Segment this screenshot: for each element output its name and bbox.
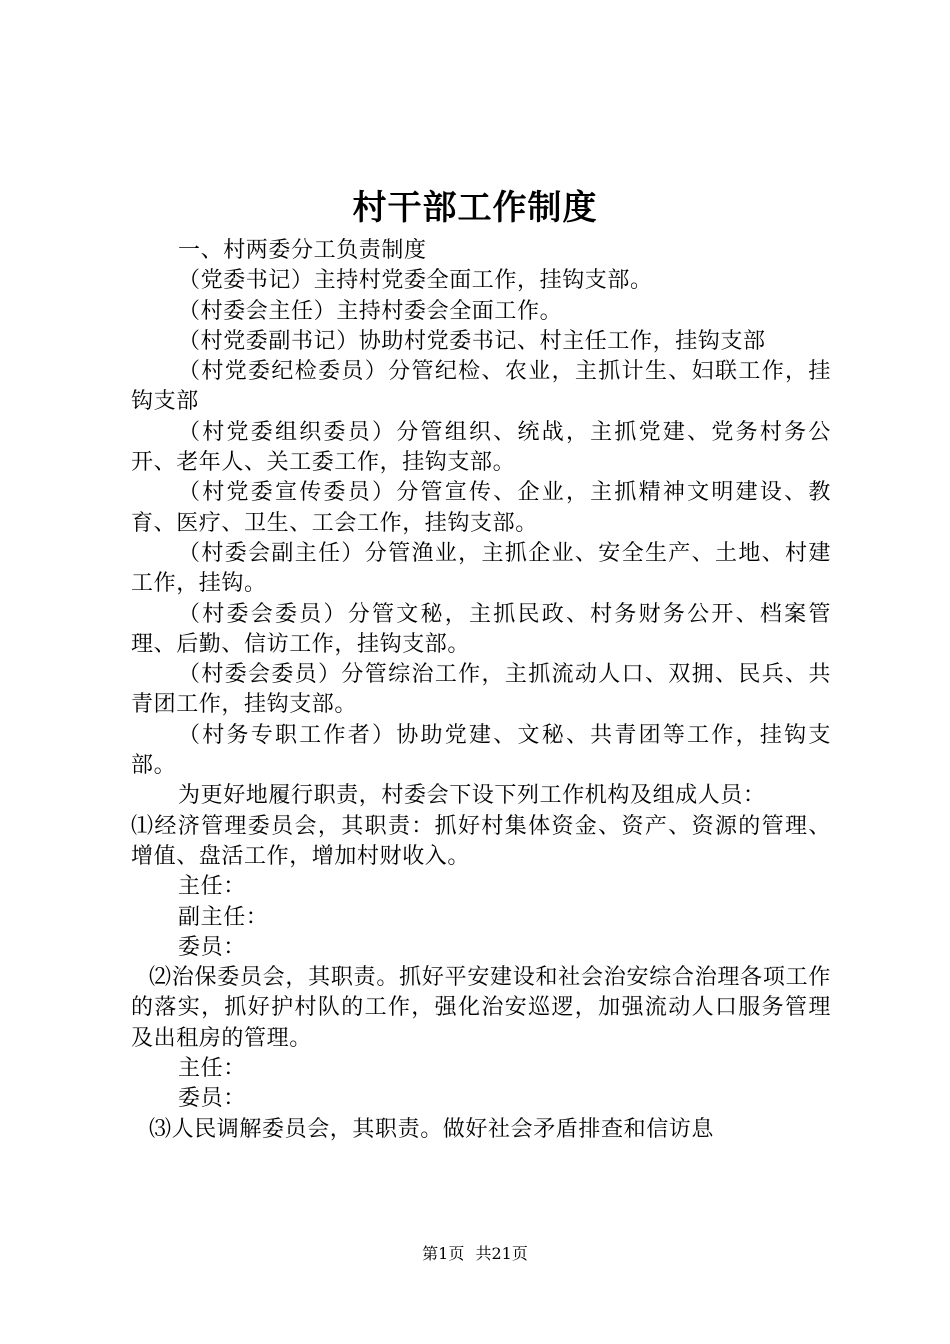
role-label: 委员： xyxy=(178,934,246,960)
body-paragraph: （村党委宣传委员）分管宣传、企业，主抓精神文明建设、教育、医疗、卫生、工会工作，挂钩支部。 xyxy=(131,480,831,536)
section-heading: 一、村两委分工负责制度 xyxy=(178,238,427,263)
document-title: 村干部工作制度 xyxy=(352,188,598,228)
committee-item: ⑶人民调解委员会，其职责。做好社会矛盾排查和信访息 xyxy=(149,1116,715,1142)
body-paragraph: （村委会委员）分管综治工作，主抓流动人口、双拥、民兵、共青团工作，挂钩支部。 xyxy=(131,662,831,718)
body-paragraph: （村委会委员）分管文秘，主抓民政、村务财务公开、档案管理、后勤、信访工作，挂钩支部。 xyxy=(131,601,831,657)
page-footer xyxy=(0,1244,950,1264)
body-paragraph: （村党委副书记）协助村党委书记、村主任工作，挂钩支部 xyxy=(178,328,766,354)
body-paragraph: （村党委纪检委员）分管纪检、农业，主抓计生、妇联工作，挂钩支部 xyxy=(131,359,831,415)
role-label: 副主任： xyxy=(178,904,269,930)
body-paragraph: （党委书记）主持村党委全面工作，挂钩支部。 xyxy=(178,268,653,294)
page-total: 共21页 xyxy=(475,1244,528,1263)
committee-item: ⑴经济管理委员会，其职责：抓好村集体资金、资产、资源的管理、增值、盘活工作，增加村财收入。 xyxy=(131,813,831,869)
role-label: 主任： xyxy=(178,1056,246,1082)
page-number: 第1页 xyxy=(422,1244,465,1263)
document-body xyxy=(131,236,831,1145)
body-paragraph: 为更好地履行职责，村委会下设下列工作机构及组成人员： xyxy=(178,783,766,809)
body-paragraph: （村委会副主任）分管渔业，主抓企业、安全生产、土地、村建工作，挂钩。 xyxy=(131,540,831,597)
role-label: 委员： xyxy=(178,1086,246,1112)
role-label: 主任： xyxy=(178,874,246,900)
committee-item: ⑵治保委员会，其职责。抓好平安建设和社会治安综合治理各项工作的落实，抓好护村队的工作，强化治安巡逻，加强流动人口服务管理及出租房的管理。 xyxy=(131,965,831,1051)
body-paragraph: （村务专职工作者）协助党建、文秘、共青团等工作，挂钩支部。 xyxy=(131,722,831,779)
body-paragraph: （村党委组织委员）分管组织、统战，主抓党建、党务村务公开、老年人、关工委工作，挂钩支部。 xyxy=(131,419,831,476)
body-paragraph: （村委会主任）主持村委会全面工作。 xyxy=(178,298,563,324)
